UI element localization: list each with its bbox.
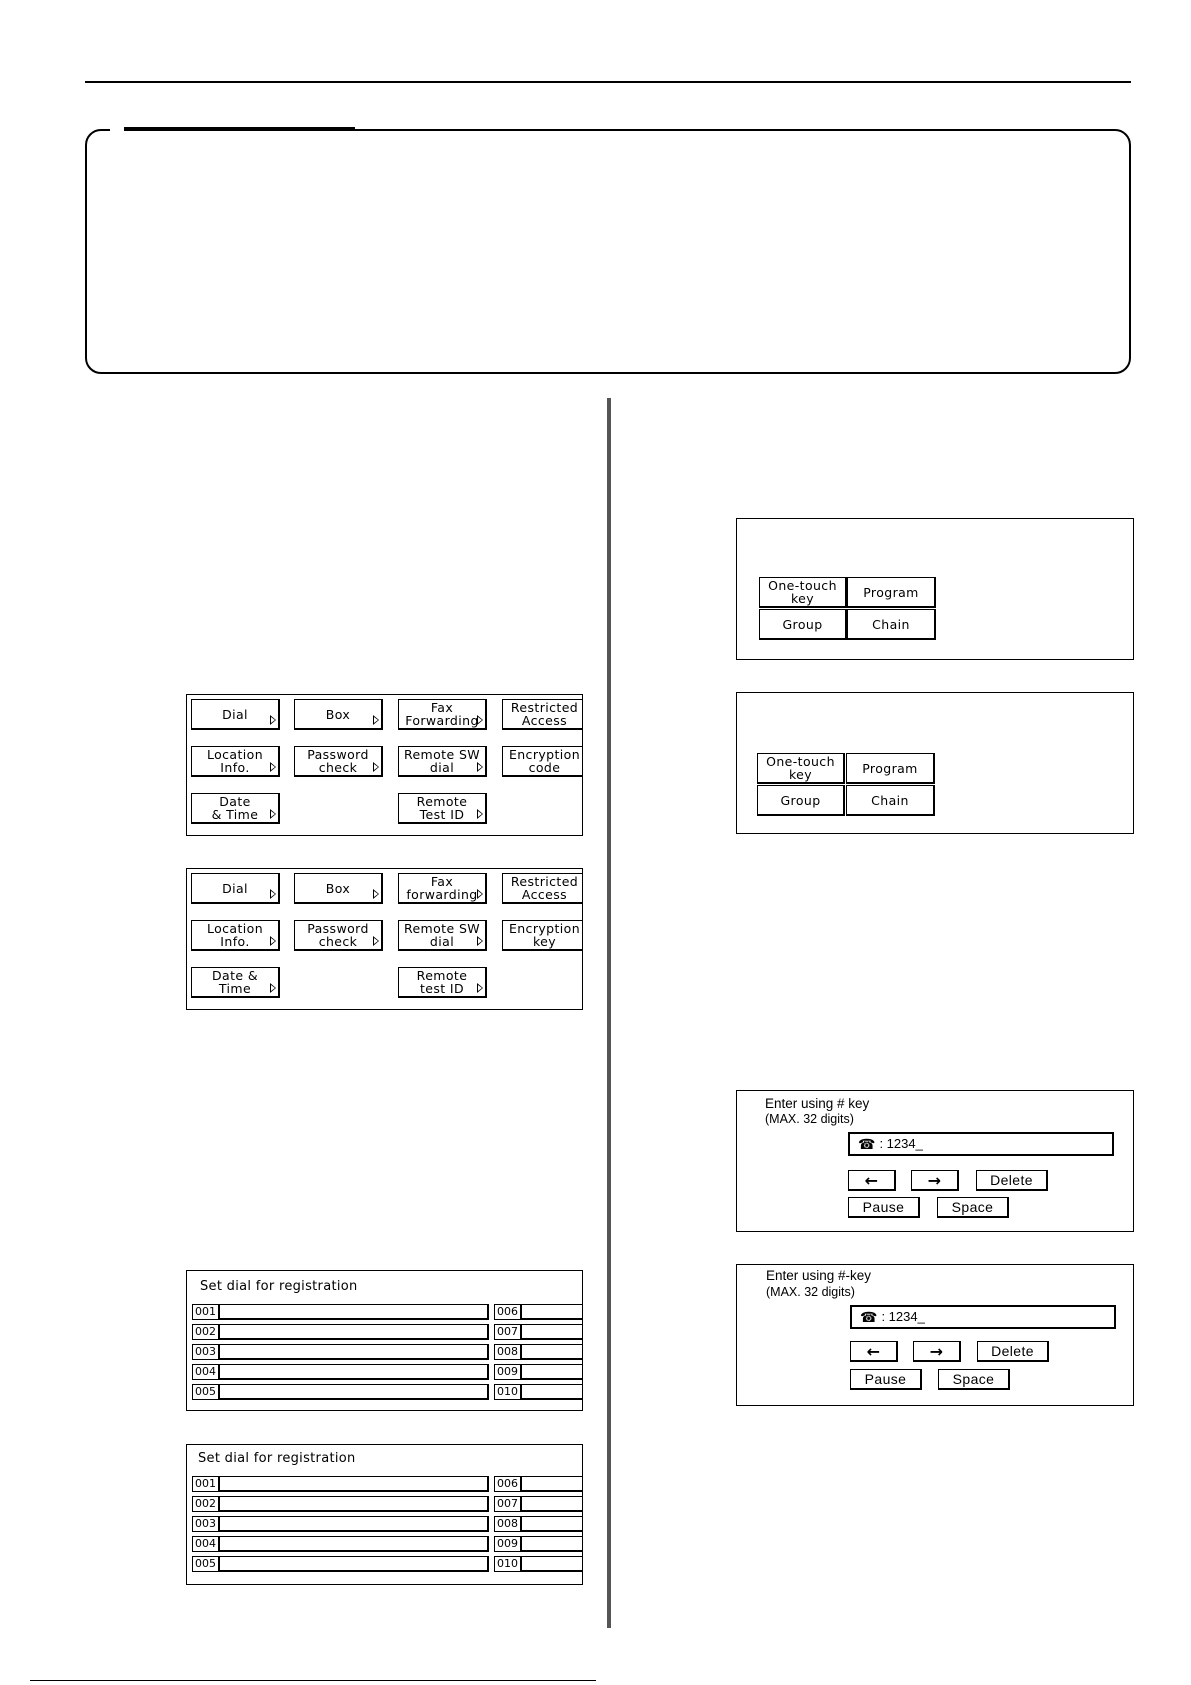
right-arrow-icon: → [929, 1341, 944, 1361]
box-key[interactable]: Box [294, 699, 383, 730]
key-type-panel-1 [736, 518, 1134, 660]
space-button[interactable]: Space [938, 1369, 1010, 1390]
notice-box [85, 129, 1131, 374]
fax-forwarding-key[interactable]: Fax forwarding [398, 873, 487, 904]
slot-number: 003 [192, 1344, 219, 1360]
encryption-key-key[interactable]: Encryption key [502, 920, 583, 951]
cursor-right-button[interactable] [913, 1341, 961, 1362]
slot-entry[interactable] [521, 1496, 583, 1512]
location-info-key[interactable]: Location Info. [191, 920, 280, 951]
pause-button[interactable]: Pause [850, 1369, 922, 1390]
entry-limit: (MAX. 32 digits) [766, 1285, 855, 1299]
slot-number: 004 [192, 1364, 219, 1380]
slot-entry[interactable] [219, 1536, 489, 1552]
function-panel-2 [186, 868, 583, 1010]
slot-number: 009 [494, 1536, 521, 1552]
dial-key[interactable]: Dial [191, 699, 280, 730]
slot-number: 007 [494, 1324, 521, 1340]
remote-sw-dial-key[interactable]: Remote SW dial [398, 746, 487, 777]
left-arrow-icon: ← [864, 1170, 879, 1190]
slot-number: 008 [494, 1344, 521, 1360]
slot-entry[interactable] [521, 1384, 583, 1400]
slot-number: 005 [192, 1556, 219, 1572]
slot-number: 010 [494, 1556, 521, 1572]
remote-test-id-key[interactable]: Remote test ID [398, 967, 487, 998]
slot-number: 005 [192, 1384, 219, 1400]
panel-title: Set dial for registration [198, 1451, 356, 1466]
slot-number: 003 [192, 1516, 219, 1532]
date-time-key[interactable]: Date & Time [191, 793, 280, 824]
slot-number: 010 [494, 1384, 521, 1400]
slot-number: 001 [192, 1304, 219, 1320]
slot-entry[interactable] [521, 1476, 583, 1492]
one-touch-key-button[interactable]: One-touch key [759, 577, 847, 608]
notice-tab-line [124, 127, 355, 130]
date-time-key[interactable]: Date & Time [191, 967, 280, 998]
number-field[interactable] [848, 1132, 1114, 1156]
number-entry-panel-1 [736, 1090, 1134, 1232]
number-entry-panel-2 [736, 1264, 1134, 1406]
number-value: : 1234_ [879, 1136, 923, 1151]
delete-button[interactable]: Delete [977, 1341, 1049, 1362]
program-button[interactable]: Program [846, 753, 935, 784]
function-panel-1 [186, 694, 583, 836]
slot-number: 008 [494, 1516, 521, 1532]
remote-test-id-key[interactable]: Remote Test ID [398, 793, 487, 824]
password-check-key[interactable]: Password check [294, 920, 383, 951]
slot-entry[interactable] [219, 1364, 489, 1380]
slot-entry[interactable] [521, 1556, 583, 1572]
slot-entry[interactable] [521, 1536, 583, 1552]
password-check-key[interactable]: Password check [294, 746, 383, 777]
slot-entry[interactable] [521, 1516, 583, 1532]
entry-instruction: Enter using # key [765, 1096, 870, 1111]
slot-number: 002 [192, 1324, 219, 1340]
slot-entry[interactable] [219, 1516, 489, 1532]
slot-number: 006 [494, 1476, 521, 1492]
number-value: : 1234_ [881, 1309, 925, 1324]
number-field[interactable] [850, 1305, 1116, 1329]
chain-button[interactable]: Chain [847, 609, 936, 640]
telephone-icon: ☎ [860, 1309, 878, 1325]
slot-entry[interactable] [219, 1324, 489, 1340]
slot-entry[interactable] [219, 1304, 489, 1320]
group-button[interactable]: Group [759, 609, 847, 640]
box-key[interactable]: Box [294, 873, 383, 904]
slot-number: 004 [192, 1536, 219, 1552]
cursor-left-button[interactable] [848, 1170, 896, 1191]
column-divider [607, 398, 611, 1628]
fax-forwarding-key[interactable]: Fax Forwarding [398, 699, 487, 730]
entry-instruction: Enter using #-key [766, 1268, 872, 1283]
chain-button[interactable]: Chain [846, 785, 935, 816]
slot-entry[interactable] [219, 1496, 489, 1512]
program-button[interactable]: Program [847, 577, 936, 608]
dial-registration-panel-1 [186, 1270, 583, 1411]
slot-entry[interactable] [219, 1556, 489, 1572]
dial-key[interactable]: Dial [191, 873, 280, 904]
dial-registration-panel-2 [186, 1444, 583, 1585]
key-type-panel-2 [736, 692, 1134, 834]
telephone-icon: ☎ [858, 1136, 876, 1152]
slot-number: 002 [192, 1496, 219, 1512]
slot-entry[interactable] [521, 1364, 583, 1380]
left-arrow-icon: ← [866, 1341, 881, 1361]
delete-button[interactable]: Delete [976, 1170, 1048, 1191]
panel-title: Set dial for registration [200, 1279, 358, 1294]
encryption-code-key[interactable]: Encryption code [502, 746, 583, 777]
slot-number: 006 [494, 1304, 521, 1320]
entry-limit: (MAX. 32 digits) [765, 1112, 854, 1126]
cursor-right-button[interactable] [911, 1170, 959, 1191]
slot-entry[interactable] [521, 1324, 583, 1340]
one-touch-key-button[interactable]: One-touch key [757, 753, 845, 784]
top-rule [85, 81, 1131, 83]
slot-number: 001 [192, 1476, 219, 1492]
slot-entry[interactable] [219, 1344, 489, 1360]
pause-button[interactable]: Pause [848, 1197, 920, 1218]
slot-entry[interactable] [219, 1476, 489, 1492]
space-button[interactable]: Space [937, 1197, 1009, 1218]
slot-number: 007 [494, 1496, 521, 1512]
restricted-access-key[interactable]: Restricted Access [502, 873, 583, 904]
slot-entry[interactable] [521, 1304, 583, 1320]
location-info-key[interactable]: Location Info. [191, 746, 280, 777]
slot-number: 009 [494, 1364, 521, 1380]
bottom-rule [30, 1680, 596, 1681]
notice-tab-gap [110, 126, 124, 132]
cursor-left-button[interactable] [850, 1341, 898, 1362]
remote-sw-dial-key[interactable]: Remote SW dial [398, 920, 487, 951]
right-arrow-icon: → [927, 1170, 942, 1190]
slot-entry[interactable] [219, 1384, 489, 1400]
group-button[interactable]: Group [757, 785, 845, 816]
slot-entry[interactable] [521, 1344, 583, 1360]
restricted-access-key[interactable]: Restricted Access [502, 699, 583, 730]
